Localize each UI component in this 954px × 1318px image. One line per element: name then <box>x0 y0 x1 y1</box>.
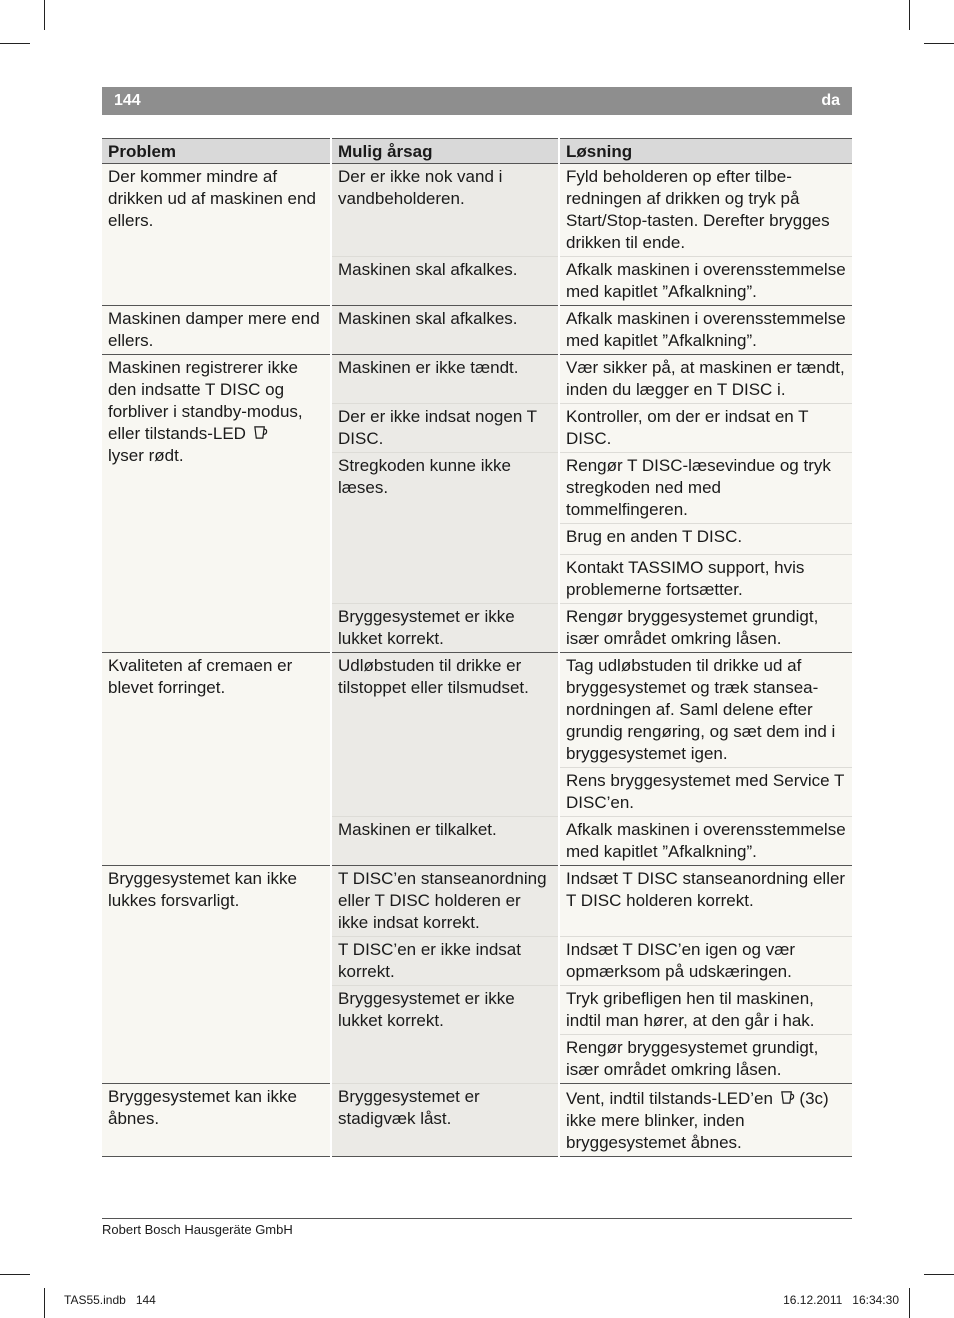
cause-cell: Maskinen er tilkalket. <box>331 817 559 866</box>
cause-cell: T DISC’en stanseanordning eller T DISC holderen er ikke indsat korrekt. <box>331 866 559 937</box>
solution-cell: Rengør bryggesystemet grundigt, især området omkring låsen. <box>559 604 852 653</box>
problem-cell: Bryggesystemet kan ikke lukkes forsvarligt. <box>102 866 331 1084</box>
problem-text: lyser rødt. <box>108 446 184 465</box>
problem-cell <box>102 355 331 653</box>
crop-mark <box>44 1288 45 1318</box>
table-row <box>102 653 852 768</box>
footer-company: Robert Bosch Hausgeräte GmbH <box>102 1222 293 1237</box>
crop-mark <box>924 1274 954 1275</box>
solution-cell: Kontroller, om der er indsat en T DISC. <box>559 404 852 453</box>
solution-cell: Afkalk maskinen i overensstemmelse med kapitlet ”Afkalkning”. <box>559 306 852 355</box>
cause-cell: Der er ikke indsat nogen T DISC. <box>331 404 559 453</box>
solution-text: Vent, indtil tilstands-LED’en <box>566 1089 773 1108</box>
cause-cell: Bryggesystemet er ikke lukket korrekt. <box>331 604 559 653</box>
cup-led-icon <box>780 1090 795 1105</box>
solution-cell <box>559 1084 852 1157</box>
header-solution: Løsning <box>559 139 852 164</box>
crop-mark <box>44 0 45 30</box>
cause-cell: T DISC’en er ikke indsat korrekt. <box>331 937 559 986</box>
crop-mark <box>924 43 954 44</box>
problem-text: Maskinen registrerer ikke den indsatte T DISC og forbliver i standby-modus, eller tilstands-LED <box>108 358 303 443</box>
crop-mark <box>909 0 910 30</box>
solution-cell: Vær sikker på, at maskinen er tændt, inden du lægger en T DISC i. <box>559 355 852 404</box>
print-slug-file: TAS55.indb 144 <box>64 1293 156 1307</box>
solution-text: (3c) ikke mere blinker, inden bryggesystemet åbnes. <box>566 1089 829 1152</box>
solution-cell: Tag udløbstuden til drikke ud af bryggesystemet og træk stanseanordningen af. Saml delene efter grundig rengøring, og sæt dem ind i bryggesystemet igen. <box>559 653 852 768</box>
table-row <box>102 1084 852 1157</box>
solution-cell: Indsæt T DISC stanseanordning eller T DISC holderen korrekt. <box>559 866 852 937</box>
table-row <box>102 355 852 404</box>
table-row <box>102 306 852 355</box>
solution-cell: Kontakt TASSIMO support, hvis problemerne fortsætter. <box>559 555 852 604</box>
solution-cell: Rengør T DISC-læsevindue og tryk stregkoden ned med tommelfingeren. <box>559 453 852 524</box>
cause-cell: Udløbstuden til drikke er tilstoppet eller tilsmudset. <box>331 653 559 817</box>
header-cause: Mulig årsag <box>331 139 559 164</box>
solution-cell: Rens bryggesystemet med Service T DISC’en. <box>559 768 852 817</box>
page-number: 144 <box>114 92 141 109</box>
solution-cell: Afkalk maskinen i overensstemmelse med kapitlet ”Afkalkning”. <box>559 257 852 306</box>
troubleshooting-table <box>102 138 852 1157</box>
cause-cell: Maskinen er ikke tændt. <box>331 355 559 404</box>
problem-cell: Kvaliteten af cremaen er blevet forringet. <box>102 653 331 866</box>
header-problem: Problem <box>102 139 331 164</box>
print-slug-datetime: 16.12.2011 16:34:30 <box>783 1293 899 1307</box>
solution-cell: Indsæt T DISC’en igen og vær opmærksom på udskæringen. <box>559 937 852 986</box>
crop-mark <box>0 43 30 44</box>
crop-mark <box>0 1274 30 1275</box>
problem-cell: Bryggesystemet kan ikke åbnes. <box>102 1084 331 1157</box>
table-row <box>102 866 852 937</box>
solution-cell: Brug en anden T DISC. <box>559 524 852 555</box>
language-code: da <box>821 92 840 109</box>
cause-cell: Maskinen skal afkalkes. <box>331 257 559 306</box>
problem-cell: Maskinen damper mere end ellers. <box>102 306 331 355</box>
solution-cell: Fyld beholderen op efter tilberedningen af drikken og tryk på Start/Stop-tasten. Derefter brygges drikken til ende. <box>559 164 852 257</box>
solution-cell: Rengør bryggesystemet grundigt, især området omkring låsen. <box>559 1035 852 1084</box>
table-header-row <box>102 139 852 164</box>
cause-cell: Maskinen skal afkalkes. <box>331 306 559 355</box>
cause-cell: Der er ikke nok vand i vandbeholderen. <box>331 164 559 257</box>
solution-cell: Tryk gribefligen hen til maskinen, indtil man hører, at den går i hak. <box>559 986 852 1035</box>
cause-cell: Bryggesystemet er stadigvæk låst. <box>331 1084 559 1157</box>
table-row <box>102 164 852 257</box>
cup-led-icon <box>253 425 268 440</box>
crop-mark <box>909 1288 910 1318</box>
problem-cell: Der kommer mindre af drikken ud af maskinen end ellers. <box>102 164 331 306</box>
solution-cell: Afkalk maskinen i overensstemmelse med kapitlet ”Afkalkning”. <box>559 817 852 866</box>
cause-cell: Bryggesystemet er ikke lukket korrekt. <box>331 986 559 1084</box>
footer-divider <box>102 1218 852 1219</box>
cause-cell: Stregkoden kunne ikke læses. <box>331 453 559 604</box>
page-header <box>102 87 852 115</box>
